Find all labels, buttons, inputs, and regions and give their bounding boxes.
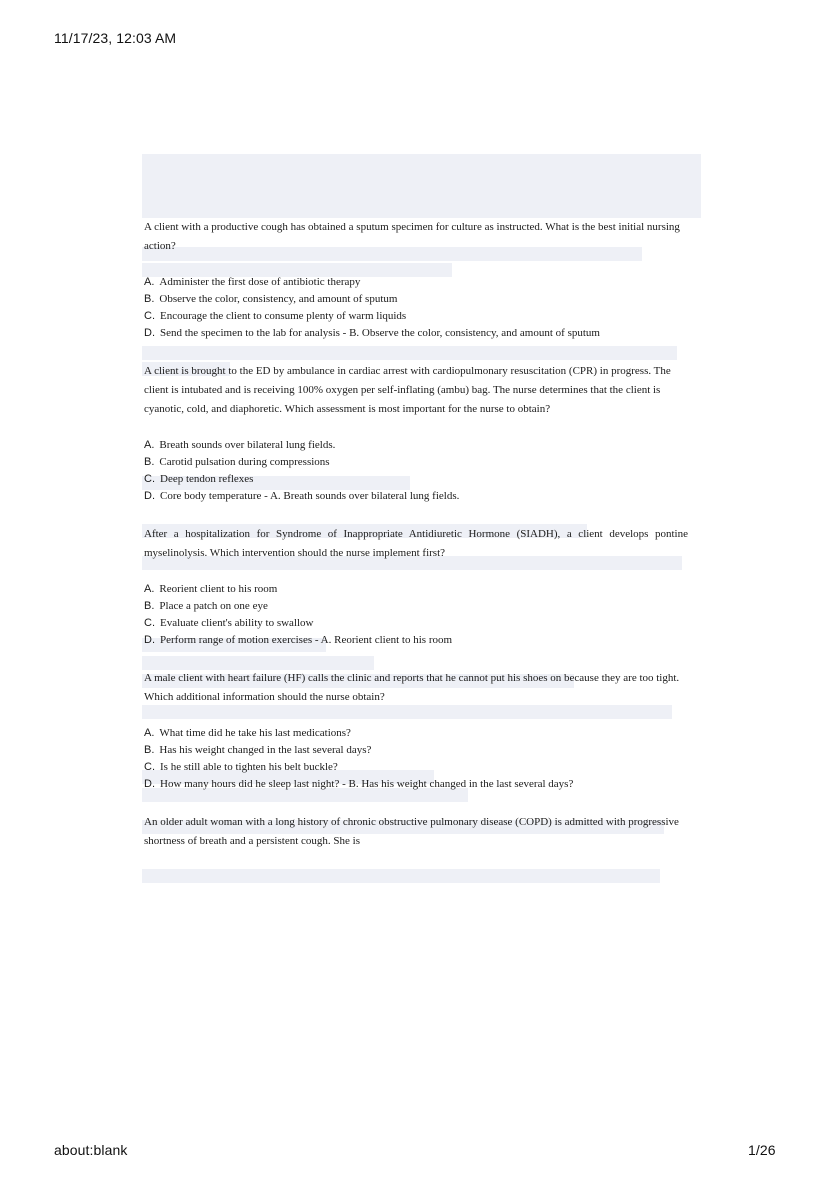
- answer-option: [144, 581, 688, 598]
- option-letter: D.: [144, 490, 155, 502]
- question-text: After a hospitalization for Syndrome of Inappropriate Antidiuretic Hormone (SIADH), a client develops pontine myselinolysis. Which intervention should the nurse implement first?: [144, 528, 688, 559]
- print-footer-page-number: 1/26: [748, 1142, 776, 1158]
- option-text: Observe the color, consistency, and amount of sputum: [159, 293, 398, 305]
- option-text: How many hours did he sleep last night? - B. Has his weight changed in the last several days?: [160, 778, 574, 790]
- answer-options: [144, 725, 688, 793]
- question-block: [144, 362, 688, 505]
- answer-option: [144, 742, 688, 759]
- option-text: Perform range of motion exercises - A. Reorient client to his room: [160, 634, 453, 646]
- option-text: Carotid pulsation during compressions: [159, 456, 330, 468]
- top-highlight-band: [142, 154, 701, 218]
- option-text: Send the specimen to the lab for analysis - B. Observe the color, consistency, and amount of sputum: [160, 327, 600, 339]
- option-letter: C.: [144, 310, 155, 322]
- option-letter: D.: [144, 778, 155, 790]
- option-letter: B.: [144, 456, 155, 468]
- question-text: A client is brought to the ED by ambulance in cardiac arrest with cardiopulmonary resuscitation (CPR) in progress. The client is intubated and is receiving 100% oxygen per self-inflating (ambu) bag. The nurse determines that the client is cyanotic, cold, and diaphoretic. Which assessment is most important for the nurse to obtain?: [144, 365, 671, 415]
- option-text: Has his weight changed in the last several days?: [159, 744, 372, 756]
- option-text: Breath sounds over bilateral lung fields.: [159, 439, 336, 451]
- highlight-strip: [142, 869, 660, 883]
- question-block: [144, 525, 688, 649]
- answer-option: [144, 725, 688, 742]
- answer-options: [144, 274, 688, 342]
- option-letter: B.: [144, 600, 155, 612]
- answer-options: [144, 581, 688, 649]
- print-footer-url: about:blank: [54, 1142, 128, 1158]
- answer-option: [144, 598, 688, 615]
- question-text: A male client with heart failure (HF) calls the clinic and reports that he cannot put his shoes on because they are too tight. Which additional information should the nurse obtain?: [144, 672, 680, 703]
- answer-option: [144, 632, 688, 649]
- answer-option: [144, 471, 688, 488]
- answer-option: [144, 454, 688, 471]
- option-letter: A.: [144, 583, 155, 595]
- question-block: [144, 813, 688, 851]
- option-text: Administer the first dose of antibiotic therapy: [159, 276, 361, 288]
- option-letter: B.: [144, 293, 155, 305]
- option-text: Deep tendon reflexes: [160, 473, 254, 485]
- option-text: Evaluate client's ability to swallow: [160, 617, 314, 629]
- option-letter: D.: [144, 327, 155, 339]
- document-body: [144, 218, 688, 851]
- option-letter: A.: [144, 276, 155, 288]
- answer-option: [144, 615, 688, 632]
- option-letter: C.: [144, 761, 155, 773]
- answer-option: [144, 437, 688, 454]
- option-letter: A.: [144, 727, 155, 739]
- option-text: Is he still able to tighten his belt buckle?: [160, 761, 338, 773]
- option-text: Core body temperature - A. Breath sounds over bilateral lung fields.: [160, 490, 460, 502]
- option-text: Encourage the client to consume plenty of warm liquids: [160, 310, 407, 322]
- question-text: A client with a productive cough has obtained a sputum specimen for culture as instructed. What is the best initial nursing action?: [144, 221, 680, 252]
- answer-option: [144, 274, 688, 291]
- option-letter: C.: [144, 617, 155, 629]
- option-letter: D.: [144, 634, 155, 646]
- answer-option: [144, 308, 688, 325]
- question-block: [144, 669, 688, 793]
- answer-option: [144, 488, 688, 505]
- question-block: [144, 218, 688, 342]
- answer-option: [144, 759, 688, 776]
- answer-option: [144, 776, 688, 793]
- option-letter: B.: [144, 744, 155, 756]
- option-text: Reorient client to his room: [159, 583, 278, 595]
- option-letter: C.: [144, 473, 155, 485]
- answer-option: [144, 291, 688, 308]
- option-text: What time did he take his last medications?: [159, 727, 351, 739]
- question-text: An older adult woman with a long history of chronic obstructive pulmonary disease (COPD) is admitted with progressive shortness of breath and a persistent cough. She is: [144, 816, 679, 847]
- print-header-datetime: 11/17/23, 12:03 AM: [54, 30, 177, 46]
- answer-options: [144, 437, 688, 505]
- option-text: Place a patch on one eye: [159, 600, 268, 612]
- answer-option: [144, 325, 688, 342]
- option-letter: A.: [144, 439, 155, 451]
